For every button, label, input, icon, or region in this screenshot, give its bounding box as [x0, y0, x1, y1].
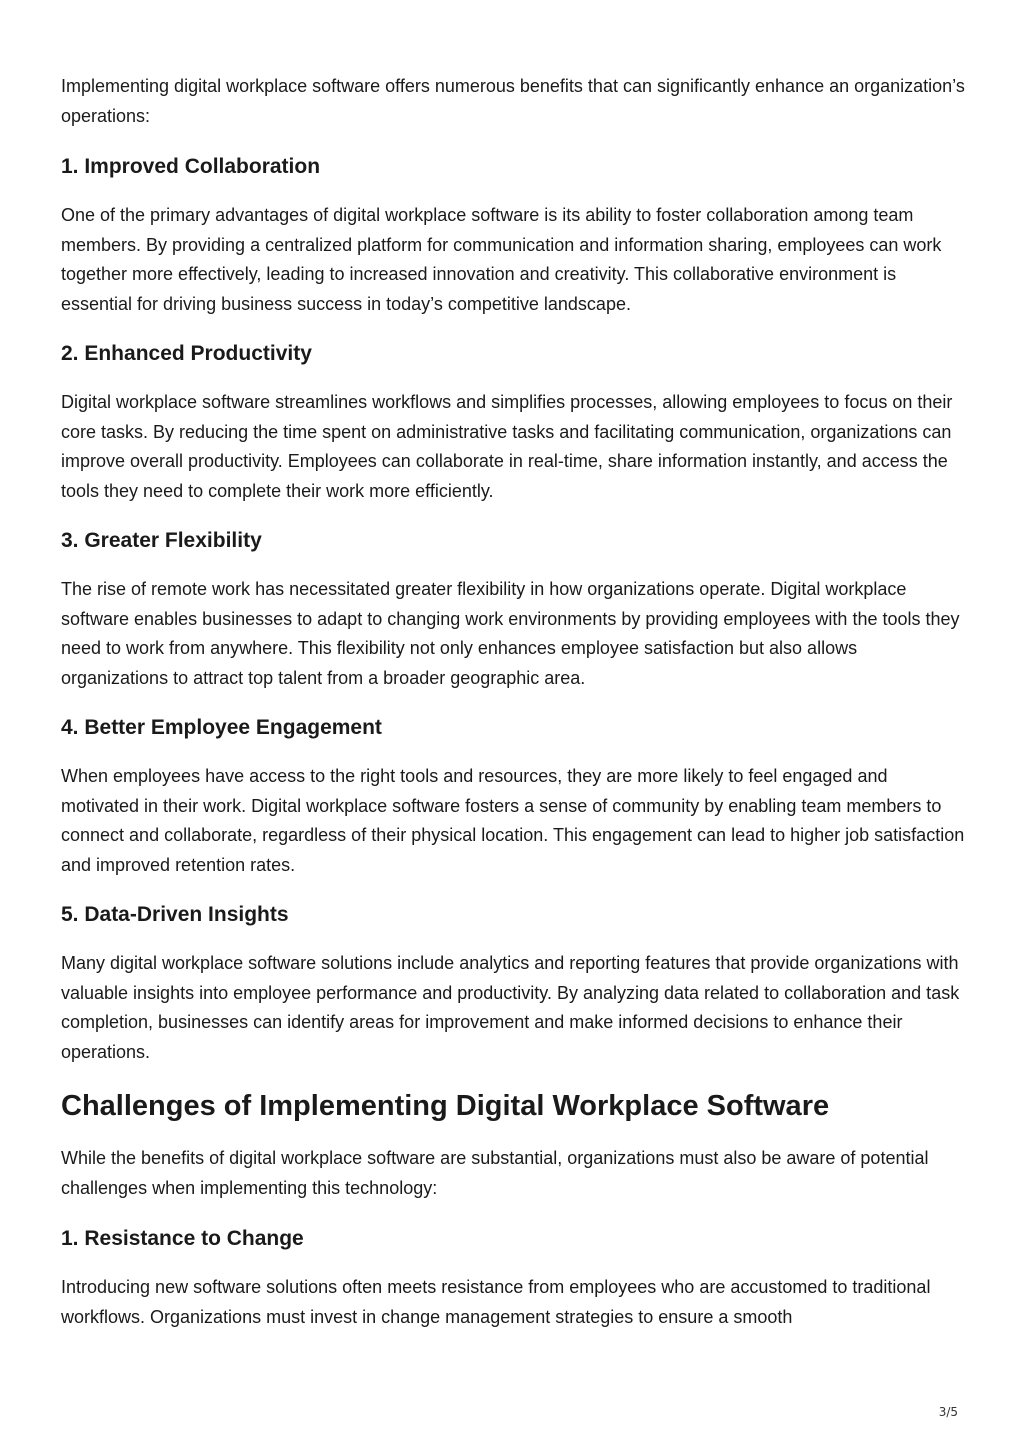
benefit-body-insights: Many digital workplace software solutions include analytics and reporting features that provide organizations with valuable insights into employee performance and productivity. By analyzing data related to collaboration and task completion, businesses can identify areas for improvement and make informed decisions to enhance their operations. — [61, 953, 960, 1062]
benefit-body-engagement: When employees have access to the right tools and resources, they are more likely to feel engaged and motivated in their work. Digital workplace software fosters a sense of community by enabling team members to connect and collaborate, regardless of their physical location. This engagement can lead to higher job satisfaction and improved retention rates. — [61, 766, 965, 875]
challenges-section-title: Challenges of Implementing Digital Workplace Software — [61, 1090, 830, 1122]
benefit-heading-productivity: 2. Enhanced Productivity — [61, 342, 312, 365]
challenges-intro-paragraph: While the benefits of digital workplace software are substantial, organizations must also be aware of potential challenges when implementing this technology: — [61, 1148, 929, 1198]
intro-paragraph: Implementing digital workplace software offers numerous benefits that can significantly enhance an organization’s operations: — [61, 76, 965, 126]
challenge-body-resistance: Introducing new software solutions often meets resistance from employees who are accustomed to traditional workflows. Organizations must invest in change management strategies to ensure a smooth — [61, 1277, 931, 1327]
challenge-heading-resistance: 1. Resistance to Change — [61, 1227, 304, 1250]
document-page — [61, 72, 966, 1332]
benefit-heading-collaboration: 1. Improved Collaboration — [61, 155, 321, 178]
benefit-body-collaboration: One of the primary advantages of digital workplace software is its ability to foster collaboration among team members. By providing a centralized platform for communication and information sharing, employees can work together more effectively, leading to increased innovation and creativity. This collaborative environment is essential for driving business success in today’s competitive landscape. — [61, 205, 942, 314]
benefit-body-productivity: Digital workplace software streamlines workflows and simplifies processes, allowing employees to focus on their core tasks. By reducing the time spent on administrative tasks and facilitating communication, organizations can improve overall productivity. Employees can collaborate in real-time, share information instantly, and access the tools they need to complete their work more efficiently. — [61, 392, 953, 501]
benefit-heading-insights: 5. Data-Driven Insights — [61, 903, 289, 926]
page-number: 3/5 — [938, 1405, 958, 1419]
benefit-body-flexibility: The rise of remote work has necessitated greater flexibility in how organizations operate. Digital workplace software enables businesses to adapt to changing work environments by providing employees with the tools they need to work from anywhere. This flexibility not only enhances employee satisfaction but also allows organizations to attract top talent from a broader geographic area. — [61, 579, 960, 688]
benefit-heading-flexibility: 3. Greater Flexibility — [61, 529, 262, 552]
benefit-heading-engagement: 4. Better Employee Engagement — [61, 716, 382, 739]
